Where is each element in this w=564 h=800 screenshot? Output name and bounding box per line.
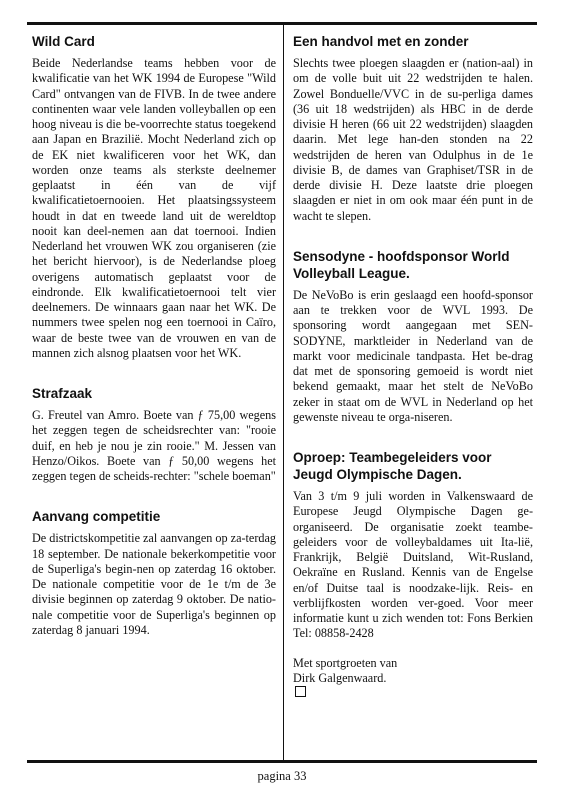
bottom-rule [27, 760, 537, 763]
sensodyne-body: De NeVoBo is erin geslaagd een hoofd-sponsor aan te trekken voor de WVL 1993. De sponsoring wordt aangegaan met SEN-SODYNE, marktleider in Nederland van de markt voor medicinale tandpasta. Het be-drag dat met de sponsoring gemoeid is wordt niet bekend gemaakt, maar het stelt de NeVoBo zeker in staat om de WVL in Nederland op het gewenste niveau te orga-niseren. [293, 287, 533, 424]
competitie-heading: Aanvang competitie [32, 509, 161, 525]
signoff-author: Dirk Galgenwaard. [293, 670, 387, 685]
wildcard-body: Beide Nederlandse teams hebben voor de kwalificatie van het WK 1994 de Europese "Wild Card" ontvangen van de FIVB. In de twee andere continenten waar vele landen volleyballen op een hoog niveau is die be-voorrechte status toegekend aan Japan en Brazilië. Mocht Nederland zich op de EK niet kwalificeren voor het WK, dan worden onze teams als sterkste deelnemer geplaatst in één van de vijf kwalificatietoernooien. Het plaatsingssysteem houdt in dat en tweede land uit de wereldtop nooit kan deel-nemen aan dat toernooi. Indien Nederland het vrouwen WK zou organiseren (zie het bericht hiervoor), is de Nederlandse ploeg overigens automatisch geplaatst voor de eindronde. Elk kwalificatietoernooi telt vier deelnemers. De winnaars gaan naar het WK. De nummers twee spelen nog een toernooi in Caïro, waar de beste twee van de vrouwen en van de mannen zich alsnog plaatsen voor het WK. [32, 56, 276, 360]
competitie-body: De districtskompetitie zal aanvangen op za-terdag 18 september. De nationale bekerkompetitie voor de Superliga's begin-nen op zaterdag 16 oktober. De nationale competitie voor de 1e t/m de 3e divisie beginnen op zaterdag 9 oktober. De natio-nale competitie voor de Superliga's beginnen op zaterdag 8 januari 1994. [32, 531, 276, 637]
signoff [293, 656, 533, 698]
signoff-line-1: Met sportgroeten van [293, 655, 398, 670]
left-column [32, 33, 276, 638]
strafzaak-body: G. Freutel van Amro. Boete van ƒ 75,00 wegens het zeggen tegen de scheidsrechter van: "rooie duif, en heb je nou je zin rooie." M. Jessen van Henzo/Oikos. Boete van ƒ 50,00 wegens het zeggen tegen de scheids-rechter: "schele boeman" [32, 408, 276, 483]
end-mark-icon [295, 686, 306, 697]
top-rule [27, 22, 537, 25]
page-number: pagina 33 [257, 769, 307, 783]
sensodyne-heading: Sensodyne - hoofdsponsor World Volleyball League. [293, 248, 510, 281]
wildcard-heading: Wild Card [32, 34, 95, 49]
signoff-line-2 [293, 671, 533, 697]
strafzaak-heading: Strafzaak [32, 386, 93, 401]
oproep-heading: Oproep: Teambegeleiders voor Jeugd Olympische Dagen. [293, 450, 492, 482]
handvol-body: Slechts twee ploegen slaagden er (nation-aal) in om de volle buit uit 22 wedstrijden te halen. Zowel Bonduelle/VVC in de su-perliga dames (36 uit 18 wedstrijden) als HBC in de derde divisie H heren (66 uit 22 wedstrijden) slaagden daarin. Met lege han-den stonden na 22 wedstrijden de heren van Odulphus in de 1e divisie B, de dames van Graphiset/TSR in de derde divisie H. Deze laatste drie ploegen slaagden er niet in om ook maar één punt in de wacht te slepen. [293, 56, 533, 223]
oproep-body: Van 3 t/m 9 juli worden in Valkenswaard de Europese Jeugd Olympische Dagen ge-organiseerd. De organisatie zoekt teambe-geleiders voor de volleybaldames uit Ita-lië, Frankrijk, België Duitsland, Wit-Rusland, Oekraïne en Rusland. Kennis van de Engelse en/of Duitse taal is noodzake-lijk. Reis- en verblijfkosten worden ver-goed. Voor meer informatie kunt u zich wenden tot: Fons Berkien Tel: 08858-2428 [293, 489, 533, 641]
column-divider [283, 25, 284, 760]
handvol-heading: Een handvol met en zonder [293, 34, 469, 49]
right-column [293, 33, 533, 697]
